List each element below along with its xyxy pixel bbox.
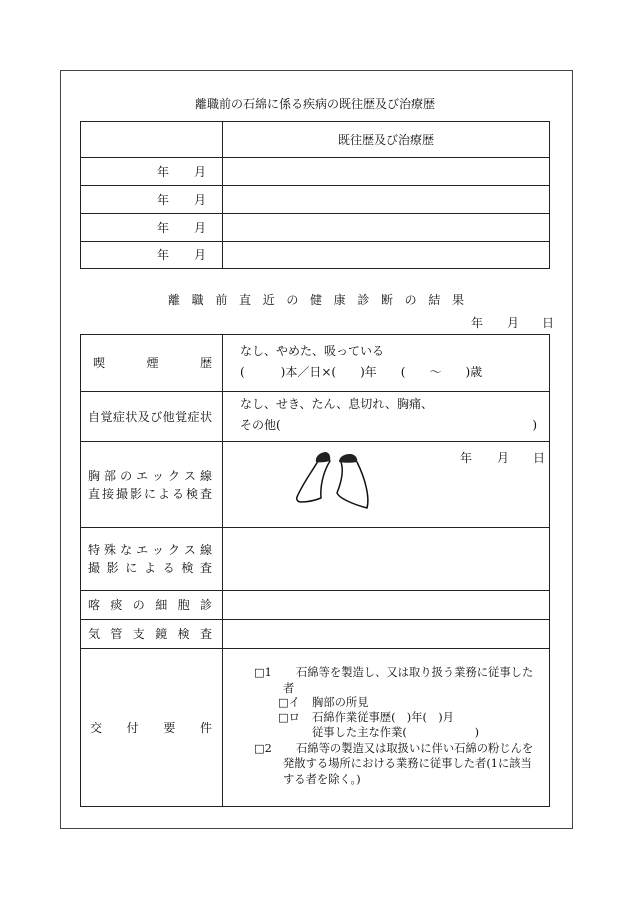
special-xray-value-cell bbox=[223, 528, 549, 590]
symptoms-other bbox=[240, 418, 537, 432]
history-header-cell bbox=[223, 122, 549, 157]
item-ro-text: 石綿作業従事歴( )年( )月 bbox=[312, 711, 454, 724]
smoking-label-cell bbox=[81, 335, 223, 391]
bronchoscopy-row bbox=[81, 620, 549, 649]
smoking-row bbox=[81, 335, 549, 392]
item-i-text: 胸部の所見 bbox=[312, 696, 369, 709]
checkbox-item-ro[interactable]: □ロ bbox=[278, 711, 300, 724]
chest-xray-date-year: 年 bbox=[460, 451, 473, 465]
chest-xray-row bbox=[81, 442, 549, 528]
symptoms-label-cell bbox=[81, 392, 223, 441]
exam-table bbox=[80, 334, 550, 807]
sputum-label-cell bbox=[81, 591, 223, 619]
year-label: 年 bbox=[157, 220, 170, 235]
item-1-text: 石綿等を製造し、又は取り扱う業務に従事した bbox=[296, 666, 534, 679]
history-row bbox=[81, 214, 549, 242]
history-date-cell bbox=[81, 214, 223, 241]
history-header-blank-cell bbox=[81, 122, 223, 157]
symptoms-value-cell bbox=[223, 392, 549, 441]
month-label: 月 bbox=[194, 164, 207, 179]
history-date-cell bbox=[81, 186, 223, 213]
checkbox-item-1[interactable]: □1 bbox=[254, 666, 272, 679]
chest-xray-label-line2: 直接撮影による検査 bbox=[88, 486, 212, 501]
history-table bbox=[80, 121, 550, 269]
requirements-label: 交付要件 bbox=[90, 720, 212, 735]
smoking-options: なし、やめた、吸っている bbox=[240, 344, 385, 358]
symptoms-other-open: その他( bbox=[240, 418, 281, 432]
item-1-text-cont: 者 bbox=[283, 682, 295, 695]
history-row bbox=[81, 158, 549, 186]
special-xray-label-line1: 特殊なエックス線 bbox=[88, 543, 212, 557]
history-entry-cell bbox=[223, 158, 549, 185]
chest-xray-date-month: 月 bbox=[497, 451, 510, 465]
special-xray-label-line2: 撮影による検査 bbox=[88, 561, 212, 575]
year-label: 年 bbox=[157, 248, 170, 262]
sputum-label: 喀痰の細胞診 bbox=[88, 598, 212, 612]
smoking-value-cell bbox=[223, 335, 549, 391]
history-header-label: 既往歴及び治療歴 bbox=[337, 132, 434, 147]
sputum-row bbox=[81, 591, 549, 620]
month-label: 月 bbox=[194, 192, 207, 207]
symptoms-options: なし、せき、たん、息切れ、胸痛、 bbox=[240, 397, 433, 411]
chest-xray-label-cell bbox=[81, 442, 223, 527]
checkbox-item-i[interactable]: □イ bbox=[278, 696, 300, 709]
chest-xray-date-day: 日 bbox=[533, 451, 546, 465]
symptoms-row bbox=[81, 392, 549, 442]
history-entry-cell bbox=[223, 242, 549, 268]
exam-date-month: 月 bbox=[507, 316, 520, 330]
history-entry-cell bbox=[223, 186, 549, 213]
exam-date-year: 年 bbox=[471, 316, 484, 330]
chest-xray-label-line1: 胸部のエックス線 bbox=[88, 468, 212, 483]
exam-title: 離職前直近の健康診断の結果 bbox=[168, 293, 464, 307]
history-row bbox=[81, 186, 549, 214]
month-label: 月 bbox=[194, 220, 207, 235]
year-label: 年 bbox=[157, 192, 170, 207]
requirements-label-cell bbox=[81, 649, 223, 806]
smoking-amount: ( )本／日×( )年 ( 〜 )歳 bbox=[240, 365, 483, 379]
exam-date-day: 日 bbox=[542, 316, 555, 330]
symptoms-other-close: ) bbox=[532, 418, 537, 432]
requirements-row bbox=[81, 649, 549, 806]
requirements-value-cell bbox=[223, 649, 549, 806]
history-date-cell bbox=[81, 158, 223, 185]
history-header-row bbox=[81, 122, 549, 158]
symptoms-label: 自覚症状及び他覚症状 bbox=[88, 409, 212, 424]
chest-xray-value-cell bbox=[223, 442, 549, 527]
sputum-value-cell bbox=[223, 591, 549, 619]
special-xray-row bbox=[81, 528, 549, 591]
history-row bbox=[81, 242, 549, 268]
month-label: 月 bbox=[194, 248, 207, 262]
item-2-text-cont2: する者を除く。) bbox=[283, 773, 361, 786]
history-title: 離職前の石綿に係る疾病の既往歴及び治療歴 bbox=[194, 97, 435, 111]
item-2-text-cont1: 発散する場所における業務に従事した者(1に該当 bbox=[283, 757, 532, 770]
special-xray-label-cell bbox=[81, 528, 223, 590]
bronchoscopy-label-cell bbox=[81, 620, 223, 648]
item-2-text: 石綿等の製造又は取扱いに伴い石綿の粉じんを bbox=[296, 742, 534, 755]
bronchoscopy-label: 気管支鏡検査 bbox=[88, 627, 212, 641]
history-entry-cell bbox=[223, 214, 549, 241]
bronchoscopy-value-cell bbox=[223, 620, 549, 648]
history-date-cell bbox=[81, 242, 223, 268]
item-ro-text-cont: 従事した主な作業( ) bbox=[312, 726, 479, 739]
smoking-label: 喫煙歴 bbox=[93, 356, 212, 370]
checkbox-item-2[interactable]: □2 bbox=[254, 742, 272, 755]
year-label: 年 bbox=[157, 164, 170, 179]
